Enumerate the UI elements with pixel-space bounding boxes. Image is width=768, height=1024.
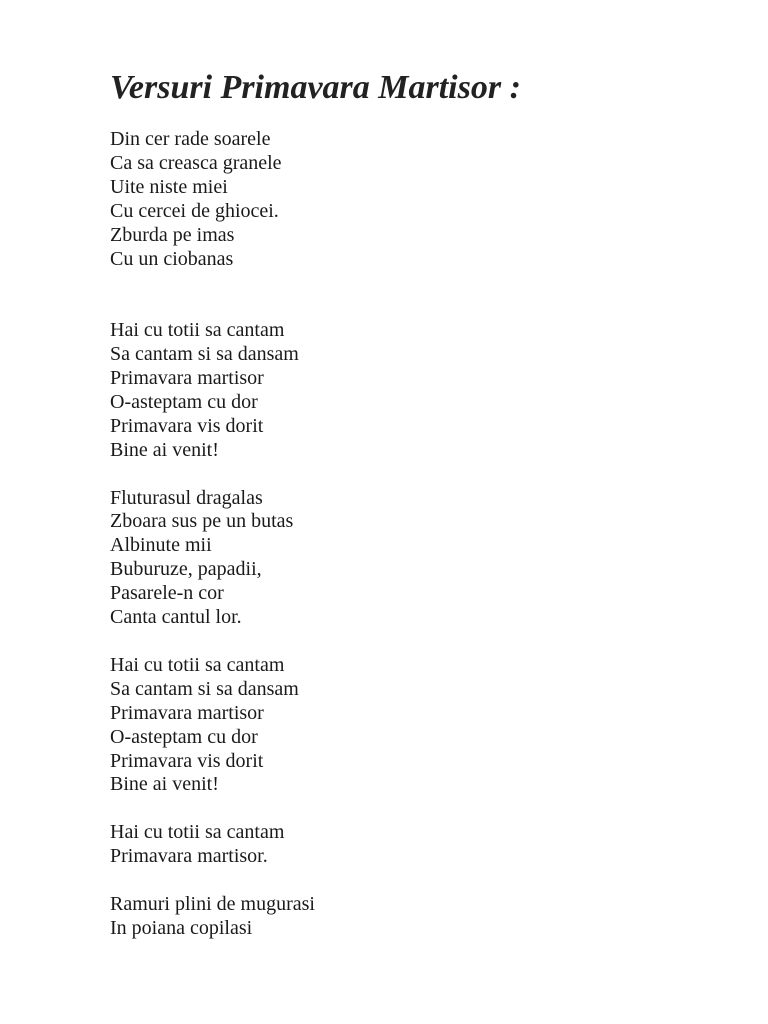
verse-line: Canta cantul lor.: [110, 606, 242, 629]
verse-line: Ca sa creasca granele: [110, 151, 282, 174]
verse-line: Pasarele-n cor: [110, 582, 224, 605]
stanza-spacer: [110, 869, 730, 893]
verse-line: O-asteptam cu dor: [110, 390, 258, 413]
document-page: [110, 68, 730, 941]
verse-line: Zboara sus pe un butas: [110, 510, 294, 533]
verse-line: Zburda pe imas: [110, 223, 235, 246]
stanza-5: [110, 821, 730, 869]
verse-line: Albinute mii: [110, 534, 212, 557]
verse-line: Sa cantam si sa dansam: [110, 677, 299, 700]
verse-line: Primavara martisor: [110, 701, 264, 724]
verse-line: Hai cu totii sa cantam: [110, 319, 285, 342]
verse-line: Cu cercei de ghiocei.: [110, 199, 279, 222]
verse-line: In poiana copilasi: [110, 916, 253, 939]
verse-line: Din cer rade soarele: [110, 128, 271, 150]
stanza-spacer: [110, 463, 730, 487]
stanza-spacer: [110, 797, 730, 821]
stanza-spacer: [110, 271, 730, 319]
stanza-1: [110, 128, 730, 271]
verse-line: Hai cu totii sa cantam: [110, 653, 285, 676]
verse-line: O-asteptam cu dor: [110, 725, 258, 748]
verse-line: Uite niste miei: [110, 175, 228, 198]
stanza-2: [110, 319, 730, 462]
verse-line: Fluturasul dragalas: [110, 486, 263, 509]
verse-line: Bine ai venit!: [110, 773, 219, 796]
verse-line: Cu un ciobanas: [110, 247, 234, 270]
document-title: Versuri Primavara Martisor :: [110, 69, 521, 106]
verse-line: Primavara vis dorit: [110, 414, 264, 437]
verse-line: Ramuri plini de mugurasi: [110, 892, 315, 915]
stanza-spacer: [110, 630, 730, 654]
verse-line: Bine ai venit!: [110, 438, 219, 461]
verse-line: Hai cu totii sa cantam: [110, 821, 285, 844]
verse-line: Primavara martisor: [110, 367, 264, 390]
stanza-3: [110, 487, 730, 630]
verse-line: Primavara martisor.: [110, 845, 268, 868]
verse-line: Sa cantam si sa dansam: [110, 343, 299, 366]
verse-line: Buburuze, papadii,: [110, 558, 262, 581]
stanza-4: [110, 654, 730, 797]
verse-line: Primavara vis dorit: [110, 749, 264, 772]
stanza-6: [110, 893, 730, 941]
